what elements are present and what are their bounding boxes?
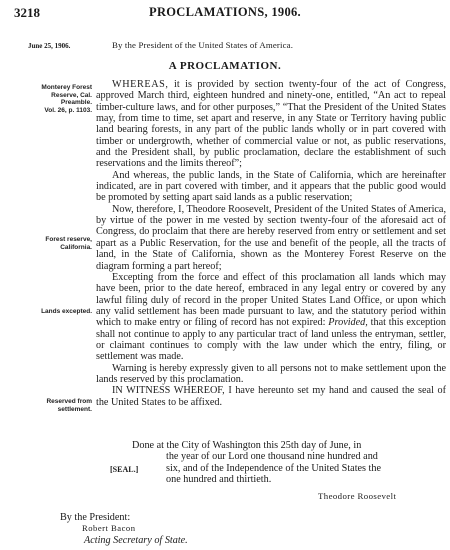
paragraph-and-whereas: And whereas, the public lands, in the State of California, which are hereinafter indicated, are in part covered with timber, and it appears that the public good would be promoted by setting apart said lands as a public reservation; (96, 169, 446, 204)
paragraph-whereas: WHEREAS, it is provided by section twenty-four of the act of Congress, approved March third, eighteen hundred and ninety-one, entitled, “An act to repeal timber-culture laws, and for other purposes,” “That the President of the United States may, from time to time, set apart and reserve, in any State or Territory having public land bearing forests, in any part of the public lands wholly or in part covered with timber or undergrowth, whether of commercial value or not, as public reservations, and the President shall, by public proclamation, declare the establishment of such reservations and the limits thereof”; (96, 79, 446, 170)
lead-word: WHEREAS, (112, 79, 169, 90)
proclamation-body (96, 79, 446, 408)
date-note: June 25, 1906. (28, 42, 71, 50)
paragraph-warning: Warning is hereby expressly given to all persons not to make settlement upon the lands reserved by this proclamation. (96, 362, 446, 385)
provided-word: Provided, (328, 317, 368, 329)
paragraph-excepting: Excepting from the force and effect of this proclamation all lands which may have been, prior to the date hereof, embraced in any legal entry or covered by any lawful filing duly of record in the proper United States Land Office, or upon which any valid settlement has been made pursuant to law, and the statutory period within which to make entry or filing of record has not expired: Provided, that this exception shall not continue to apply to any particular tract of land unless the entryman, settler, or claimant continues to comply with the law under which the entry, filing, or settlement was made. (96, 271, 446, 363)
paragraph-now-therefore: Now, therefore, I, Theodore Roosevelt, President of the United States of America, by virtue of the power in me vested by section twenty-four of the aforesaid act of Congress, do proclaim that there are hereby reserved from entry or settlement and set apart as a Public Reservation, for the use and benefit of the people, all the tracts of land, in the State of California, shown as the Monterey Forest Reserve on the diagram forming a part hereof; (96, 203, 446, 272)
secretary-name: Robert Bacon (82, 523, 136, 534)
margin-note-lands-excepted: Lands excepted. (41, 308, 92, 315)
document-title: A PROCLAMATION. (168, 60, 282, 72)
paragraph-in-witness: IN WITNESS WHEREOF, I have hereunto set my hand and caused the seal of the United States to be affixed. (96, 385, 446, 408)
page-number: 3218 (14, 5, 40, 20)
running-head: PROCLAMATIONS, 1906. (149, 5, 301, 19)
closing-attestation: By the President: Robert Bacon Acting Secretary of State. (60, 512, 188, 546)
margin-note-reserved-from-settlement: Reserved from settlement. (46, 398, 92, 413)
margin-note-preamble: Monterey Forest Reserve, Cal. Preamble. Vol. 26, p. 1103. (41, 84, 92, 114)
secretary-office: Acting Secretary of State. (84, 534, 188, 546)
signature-theodore-roosevelt: Theodore Roosevelt (318, 491, 397, 501)
by-the-president-line: By the President of the United States of America. (112, 40, 294, 50)
margin-note-forest-reserve: Forest reserve, California. (45, 236, 92, 251)
seal-mark: [SEAL.] (110, 465, 139, 474)
done-at-washington: Done at the City of Washington this 25th day of June, in the year of our Lord one thousand nine hundred and six, and of the Independence of the United States the one hundred and thirtieth. (132, 440, 382, 486)
